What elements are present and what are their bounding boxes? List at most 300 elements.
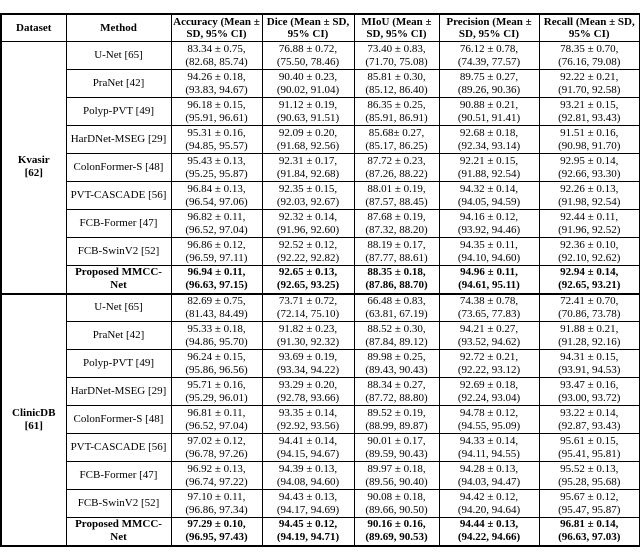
cell-recall (539, 126, 640, 154)
cell-precision (439, 294, 539, 322)
metric-confidence-interval: (96.74, 97.22) (185, 475, 248, 488)
cell-precision (439, 42, 539, 70)
table-row (1, 518, 640, 546)
metric-mean-sd: 95.31 ± 0.16, (187, 126, 246, 139)
cell-precision (439, 266, 539, 294)
metric-mean-sd: 94.42 ± 0.12, (459, 490, 519, 503)
metric-mean-sd: 92.65 ± 0.13, (278, 266, 338, 279)
metric-mean-sd: 90.08 ± 0.18, (367, 490, 426, 503)
metric-mean-sd: 88.35 ± 0.18, (367, 266, 426, 279)
metric-mean-sd: 93.47 ± 0.16, (560, 378, 619, 391)
method-cell: FCB-SwinV2 [52] (66, 238, 171, 266)
metric-mean-sd: 94.32 ± 0.14, (459, 182, 519, 195)
metric-mean-sd: 96.81 ± 0.14, (560, 518, 619, 531)
cell-dice (262, 126, 354, 154)
metric-mean-sd: 93.35 ± 0.14, (278, 406, 338, 419)
metric-mean-sd: 93.29 ± 0.20, (278, 378, 338, 391)
metric-mean-sd: 94.45 ± 0.12, (278, 518, 338, 531)
metric-mean-sd: 94.43 ± 0.13, (278, 490, 338, 503)
method-cell: Polyp-PVT [49] (66, 98, 171, 126)
cell-recall (539, 210, 640, 238)
table-row (1, 322, 640, 350)
dataset-reference: [61] (24, 419, 43, 432)
cell-miou (354, 70, 439, 98)
cell-recall (539, 490, 640, 518)
metric-confidence-interval: (91.88, 92.54) (457, 167, 521, 180)
metric-mean-sd: 94.96 ± 0.11, (460, 266, 518, 279)
metric-confidence-interval: (96.63, 97.03) (558, 531, 621, 544)
metric-mean-sd: 95.43 ± 0.13, (187, 154, 246, 167)
method-cell: Proposed MMCC-Net (66, 266, 171, 294)
dataset-cell-clinicdb (1, 294, 66, 546)
metric-mean-sd: 76.88 ± 0.72, (278, 42, 338, 55)
metric-confidence-interval: (96.95, 97.43) (185, 531, 248, 544)
metric-mean-sd: 92.31 ± 0.17, (278, 154, 338, 167)
column-header-dice: Dice (Mean ± SD, 95% CI) (262, 14, 354, 42)
metric-mean-sd: 74.38 ± 0.78, (459, 294, 519, 307)
metric-confidence-interval: (94.15, 94.67) (276, 447, 340, 460)
metric-mean-sd: 89.52 ± 0.19, (367, 406, 426, 419)
cell-accuracy (171, 154, 262, 182)
metric-mean-sd: 96.81 ± 0.11, (187, 406, 246, 419)
cell-dice (262, 490, 354, 518)
metric-confidence-interval: (89.26, 90.36) (457, 83, 521, 96)
cell-recall (539, 70, 640, 98)
metric-confidence-interval: (87.57, 88.45) (365, 195, 428, 208)
metric-confidence-interval: (89.59, 90.43) (365, 447, 428, 460)
metric-mean-sd: 92.22 ± 0.21, (560, 70, 619, 83)
cell-dice (262, 322, 354, 350)
table-row (1, 42, 640, 70)
metric-mean-sd: 92.94 ± 0.14, (560, 266, 619, 279)
cell-precision (439, 322, 539, 350)
metric-confidence-interval: (93.91, 94.53) (558, 363, 621, 376)
cell-miou (354, 266, 439, 294)
metric-confidence-interval: (95.91, 96.61) (185, 111, 248, 124)
metric-mean-sd: 93.22 ± 0.14, (560, 406, 619, 419)
cell-precision (439, 406, 539, 434)
metric-confidence-interval: (93.92, 94.46) (457, 223, 521, 236)
metric-confidence-interval: (89.69, 90.53) (365, 531, 428, 544)
metric-confidence-interval: (92.65, 93.25) (276, 279, 340, 292)
cell-dice (262, 462, 354, 490)
table-row (1, 126, 640, 154)
metric-confidence-interval: (92.81, 93.43) (558, 111, 621, 124)
table-row (1, 266, 640, 294)
metric-mean-sd: 96.94 ± 0.11, (187, 266, 246, 279)
metric-mean-sd: 96.24 ± 0.15, (187, 350, 246, 363)
metric-confidence-interval: (93.52, 94.62) (457, 335, 521, 348)
metric-mean-sd: 97.10 ± 0.11, (187, 490, 246, 503)
method-cell: U-Net [65] (66, 42, 171, 70)
cell-precision (439, 434, 539, 462)
cell-miou (354, 238, 439, 266)
metric-mean-sd: 94.16 ± 0.12, (459, 210, 519, 223)
metric-confidence-interval: (94.22, 94.66) (457, 531, 521, 544)
metric-mean-sd: 94.28 ± 0.13, (459, 462, 519, 475)
metric-confidence-interval: (85.91, 86.91) (365, 111, 428, 124)
metric-mean-sd: 87.72 ± 0.23, (367, 154, 426, 167)
cell-miou (354, 98, 439, 126)
metric-mean-sd: 72.41 ± 0.70, (560, 294, 619, 307)
metric-mean-sd: 92.32 ± 0.14, (278, 210, 338, 223)
metric-mean-sd: 97.29 ± 0.10, (187, 518, 246, 531)
metric-mean-sd: 92.36 ± 0.10, (560, 238, 619, 251)
metric-mean-sd: 82.69 ± 0.75, (187, 294, 246, 307)
metric-confidence-interval: (95.86, 96.56) (185, 363, 248, 376)
cell-miou (354, 322, 439, 350)
cell-precision (439, 98, 539, 126)
metric-confidence-interval: (96.63, 97.15) (185, 279, 248, 292)
dataset-name: ClinicDB (12, 406, 56, 419)
metric-mean-sd: 91.88 ± 0.21, (560, 322, 619, 335)
metric-confidence-interval: (90.51, 91.41) (457, 111, 521, 124)
metric-confidence-interval: (94.10, 94.60) (457, 251, 521, 264)
metric-confidence-interval: (92.22, 92.82) (276, 251, 340, 264)
cell-precision (439, 126, 539, 154)
cell-accuracy (171, 462, 262, 490)
metric-confidence-interval: (81.43, 84.49) (185, 307, 248, 320)
metric-confidence-interval: (94.20, 94.64) (457, 503, 521, 516)
metric-confidence-interval: (82.68, 85.74) (185, 55, 248, 68)
cell-dice (262, 518, 354, 546)
metric-mean-sd: 90.40 ± 0.23, (278, 70, 338, 83)
metric-mean-sd: 92.72 ± 0.21, (459, 350, 519, 363)
metric-confidence-interval: (92.78, 93.66) (276, 391, 340, 404)
cell-accuracy (171, 434, 262, 462)
metric-confidence-interval: (90.63, 91.51) (276, 111, 340, 124)
metric-confidence-interval: (93.00, 93.72) (558, 391, 621, 404)
cell-recall (539, 294, 640, 322)
cell-miou (354, 518, 439, 546)
metric-mean-sd: 90.01 ± 0.17, (367, 434, 426, 447)
metric-confidence-interval: (94.55, 95.09) (457, 419, 521, 432)
cell-miou (354, 294, 439, 322)
cell-accuracy (171, 266, 262, 294)
method-cell: ColonFormer-S [48] (66, 406, 171, 434)
results-table (0, 13, 640, 547)
metric-confidence-interval: (70.86, 73.78) (558, 307, 621, 320)
metric-mean-sd: 91.51 ± 0.16, (560, 126, 619, 139)
metric-confidence-interval: (95.28, 95.68) (558, 475, 621, 488)
metric-confidence-interval: (94.03, 94.47) (457, 475, 521, 488)
metric-confidence-interval: (93.83, 94.67) (185, 83, 248, 96)
table-row (1, 294, 640, 322)
cell-dice (262, 350, 354, 378)
metric-confidence-interval: (91.30, 92.32) (276, 335, 340, 348)
method-cell: Polyp-PVT [49] (66, 350, 171, 378)
cell-precision (439, 378, 539, 406)
metric-confidence-interval: (88.99, 89.87) (365, 419, 428, 432)
metric-confidence-interval: (91.98, 92.54) (558, 195, 621, 208)
metric-mean-sd: 88.34 ± 0.27, (367, 378, 426, 391)
metric-confidence-interval: (94.17, 94.69) (276, 503, 340, 516)
metric-mean-sd: 94.39 ± 0.13, (278, 462, 338, 475)
cell-recall (539, 266, 640, 294)
cell-dice (262, 42, 354, 70)
cell-precision (439, 154, 539, 182)
metric-mean-sd: 96.18 ± 0.15, (187, 98, 246, 111)
cell-recall (539, 322, 640, 350)
metric-mean-sd: 93.69 ± 0.19, (278, 350, 338, 363)
cell-miou (354, 154, 439, 182)
column-header-accuracy: Accuracy (Mean ± SD, 95% CI) (171, 14, 262, 42)
metric-mean-sd: 93.21 ± 0.15, (560, 98, 619, 111)
cell-dice (262, 182, 354, 210)
metric-confidence-interval: (96.52, 97.04) (185, 223, 248, 236)
metric-mean-sd: 94.44 ± 0.13, (459, 518, 519, 531)
metric-confidence-interval: (91.70, 92.58) (558, 83, 621, 96)
cell-dice (262, 434, 354, 462)
metric-confidence-interval: (96.78, 97.26) (185, 447, 248, 460)
metric-confidence-interval: (92.10, 92.62) (558, 251, 621, 264)
method-cell: PraNet [42] (66, 322, 171, 350)
metric-confidence-interval: (90.98, 91.70) (558, 139, 621, 152)
cell-precision (439, 238, 539, 266)
method-cell: PVT-CASCADE [56] (66, 182, 171, 210)
metric-mean-sd: 86.35 ± 0.25, (367, 98, 426, 111)
metric-confidence-interval: (71.70, 75.08) (365, 55, 428, 68)
cell-accuracy (171, 182, 262, 210)
cell-miou (354, 434, 439, 462)
cell-miou (354, 182, 439, 210)
metric-confidence-interval: (74.39, 77.57) (457, 55, 521, 68)
cell-miou (354, 42, 439, 70)
metric-confidence-interval: (94.19, 94.71) (276, 531, 340, 544)
cell-miou (354, 126, 439, 154)
metric-mean-sd: 88.52 ± 0.30, (367, 322, 426, 335)
cell-dice (262, 70, 354, 98)
metric-mean-sd: 90.16 ± 0.16, (367, 518, 426, 531)
metric-confidence-interval: (94.86, 95.70) (185, 335, 248, 348)
metric-mean-sd: 76.12 ± 0.78, (459, 42, 519, 55)
cell-precision (439, 490, 539, 518)
metric-mean-sd: 92.09 ± 0.20, (278, 126, 338, 139)
cell-dice (262, 210, 354, 238)
table-row (1, 98, 640, 126)
table-row (1, 406, 640, 434)
metric-confidence-interval: (72.14, 75.10) (276, 307, 340, 320)
cell-recall (539, 378, 640, 406)
method-cell: HarDNet-MSEG [29] (66, 126, 171, 154)
table-row (1, 434, 640, 462)
metric-confidence-interval: (96.86, 97.34) (185, 503, 248, 516)
table-header (1, 14, 640, 42)
metric-mean-sd: 96.92 ± 0.13, (187, 462, 246, 475)
metric-confidence-interval: (94.08, 94.60) (276, 475, 340, 488)
cell-recall (539, 42, 640, 70)
cell-miou (354, 210, 439, 238)
metric-mean-sd: 94.31 ± 0.15, (560, 350, 619, 363)
metric-confidence-interval: (92.03, 92.67) (276, 195, 340, 208)
cell-precision (439, 70, 539, 98)
cell-precision (439, 518, 539, 546)
metric-confidence-interval: (91.68, 92.56) (276, 139, 340, 152)
table-row (1, 154, 640, 182)
cell-dice (262, 406, 354, 434)
metric-confidence-interval: (63.81, 67.19) (365, 307, 428, 320)
table-row (1, 238, 640, 266)
cell-accuracy (171, 294, 262, 322)
metric-confidence-interval: (92.66, 93.30) (558, 167, 621, 180)
metric-confidence-interval: (87.86, 88.70) (365, 279, 428, 292)
table-row (1, 462, 640, 490)
metric-confidence-interval: (87.84, 89.12) (365, 335, 428, 348)
metric-mean-sd: 92.35 ± 0.15, (278, 182, 338, 195)
cell-miou (354, 406, 439, 434)
cell-dice (262, 238, 354, 266)
metric-confidence-interval: (85.17, 86.25) (365, 139, 428, 152)
metric-confidence-interval: (91.28, 92.16) (558, 335, 621, 348)
cell-dice (262, 154, 354, 182)
header-row (1, 14, 640, 42)
cell-dice (262, 294, 354, 322)
metric-mean-sd: 73.71 ± 0.72, (278, 294, 338, 307)
metric-confidence-interval: (91.84, 92.68) (276, 167, 340, 180)
metric-confidence-interval: (89.66, 90.50) (365, 503, 428, 516)
metric-confidence-interval: (91.96, 92.60) (276, 223, 340, 236)
method-cell: FCB-Former [47] (66, 462, 171, 490)
metric-confidence-interval: (95.29, 96.01) (185, 391, 248, 404)
cell-accuracy (171, 238, 262, 266)
cell-accuracy (171, 518, 262, 546)
cell-recall (539, 462, 640, 490)
metric-mean-sd: 89.98 ± 0.25, (367, 350, 426, 363)
metric-mean-sd: 92.44 ± 0.11, (560, 210, 619, 223)
cell-precision (439, 350, 539, 378)
cell-accuracy (171, 322, 262, 350)
cell-accuracy (171, 70, 262, 98)
metric-confidence-interval: (95.47, 95.87) (558, 503, 621, 516)
metric-confidence-interval: (87.77, 88.61) (365, 251, 428, 264)
metric-mean-sd: 96.86 ± 0.12, (187, 238, 246, 251)
method-cell: HarDNet-MSEG [29] (66, 378, 171, 406)
metric-mean-sd: 94.26 ± 0.18, (187, 70, 246, 83)
metric-confidence-interval: (92.92, 93.56) (276, 419, 340, 432)
column-header-precision: Precision (Mean ± SD, 95% CI) (439, 14, 539, 42)
cell-miou (354, 350, 439, 378)
metric-confidence-interval: (92.24, 93.04) (457, 391, 521, 404)
cell-precision (439, 182, 539, 210)
metric-confidence-interval: (92.65, 93.21) (558, 279, 621, 292)
metric-confidence-interval: (73.65, 77.83) (457, 307, 521, 320)
metric-mean-sd: 92.69 ± 0.18, (459, 378, 519, 391)
cell-precision (439, 210, 539, 238)
cell-recall (539, 182, 640, 210)
metric-confidence-interval: (95.25, 95.87) (185, 167, 248, 180)
table-row (1, 350, 640, 378)
metric-mean-sd: 97.02 ± 0.12, (187, 434, 246, 447)
metric-confidence-interval: (89.43, 90.43) (365, 363, 428, 376)
dataset-reference: [62] (24, 167, 43, 180)
cell-accuracy (171, 98, 262, 126)
metric-mean-sd: 92.95 ± 0.14, (560, 154, 619, 167)
cell-recall (539, 98, 640, 126)
metric-mean-sd: 94.35 ± 0.11, (460, 238, 518, 251)
metric-confidence-interval: (96.52, 97.04) (185, 419, 248, 432)
cell-accuracy (171, 210, 262, 238)
dataset-name: Kvasir (17, 154, 50, 167)
metric-mean-sd: 95.67 ± 0.12, (560, 490, 619, 503)
metric-mean-sd: 92.21 ± 0.15, (459, 154, 519, 167)
metric-confidence-interval: (95.41, 95.81) (558, 447, 621, 460)
metric-confidence-interval: (87.72, 88.80) (365, 391, 428, 404)
method-cell: Proposed MMCC-Net (66, 518, 171, 546)
cell-accuracy (171, 406, 262, 434)
metric-mean-sd: 91.12 ± 0.19, (278, 98, 338, 111)
cell-dice (262, 266, 354, 294)
metric-confidence-interval: (94.05, 94.59) (457, 195, 521, 208)
metric-confidence-interval: (85.12, 86.40) (365, 83, 428, 96)
metric-mean-sd: 88.01 ± 0.19, (367, 182, 426, 195)
column-header-dataset: Dataset (1, 14, 66, 42)
metric-confidence-interval: (92.87, 93.43) (558, 419, 621, 432)
metric-mean-sd: 89.75 ± 0.27, (459, 70, 519, 83)
metric-mean-sd: 95.61 ± 0.15, (560, 434, 619, 447)
column-header-recall: Recall (Mean ± SD, 95% CI) (539, 14, 640, 42)
metric-confidence-interval: (94.85, 95.57) (185, 139, 248, 152)
metric-mean-sd: 91.82 ± 0.23, (278, 322, 338, 335)
column-header-method: Method (66, 14, 171, 42)
table-row (1, 210, 640, 238)
metric-mean-sd: 94.33 ± 0.14, (459, 434, 519, 447)
cell-dice (262, 378, 354, 406)
metric-mean-sd: 92.68 ± 0.18, (459, 126, 519, 139)
metric-mean-sd: 78.35 ± 0.70, (560, 42, 619, 55)
metric-confidence-interval: (94.61, 95.11) (458, 279, 520, 292)
table-row (1, 182, 640, 210)
cell-dice (262, 98, 354, 126)
metric-confidence-interval: (90.02, 91.04) (276, 83, 340, 96)
cell-accuracy (171, 378, 262, 406)
cell-miou (354, 378, 439, 406)
method-cell: FCB-Former [47] (66, 210, 171, 238)
metric-mean-sd: 92.52 ± 0.12, (278, 238, 338, 251)
column-header-miou: MIoU (Mean ± SD, 95% CI) (354, 14, 439, 42)
dataset-cell-kvasir (1, 42, 66, 294)
metric-confidence-interval: (87.32, 88.20) (365, 223, 428, 236)
cell-recall (539, 518, 640, 546)
metric-confidence-interval: (92.34, 93.14) (457, 139, 521, 152)
metric-mean-sd: 96.84 ± 0.13, (187, 182, 246, 195)
metric-confidence-interval: (87.26, 88.22) (365, 167, 428, 180)
cell-accuracy (171, 490, 262, 518)
metric-mean-sd: 96.82 ± 0.11, (187, 210, 246, 223)
metric-confidence-interval: (96.54, 97.06) (185, 195, 248, 208)
cell-recall (539, 154, 640, 182)
cell-miou (354, 490, 439, 518)
metric-mean-sd: 88.19 ± 0.17, (367, 238, 426, 251)
metric-confidence-interval: (91.96, 92.52) (558, 223, 621, 236)
metric-mean-sd: 90.88 ± 0.21, (459, 98, 519, 111)
method-cell: U-Net [65] (66, 294, 171, 322)
cell-recall (539, 406, 640, 434)
cell-precision (439, 462, 539, 490)
metric-confidence-interval: (93.34, 94.22) (276, 363, 340, 376)
metric-mean-sd: 66.48 ± 0.83, (367, 294, 426, 307)
metric-confidence-interval: (92.22, 93.12) (457, 363, 521, 376)
table-body (1, 42, 640, 546)
table-row (1, 490, 640, 518)
metric-mean-sd: 94.41 ± 0.14, (278, 434, 338, 447)
table-row (1, 70, 640, 98)
table-row (1, 378, 640, 406)
method-cell: ColonFormer-S [48] (66, 154, 171, 182)
cell-accuracy (171, 350, 262, 378)
cell-accuracy (171, 126, 262, 154)
metric-confidence-interval: (89.56, 90.40) (365, 475, 428, 488)
metric-mean-sd: 87.68 ± 0.19, (367, 210, 426, 223)
